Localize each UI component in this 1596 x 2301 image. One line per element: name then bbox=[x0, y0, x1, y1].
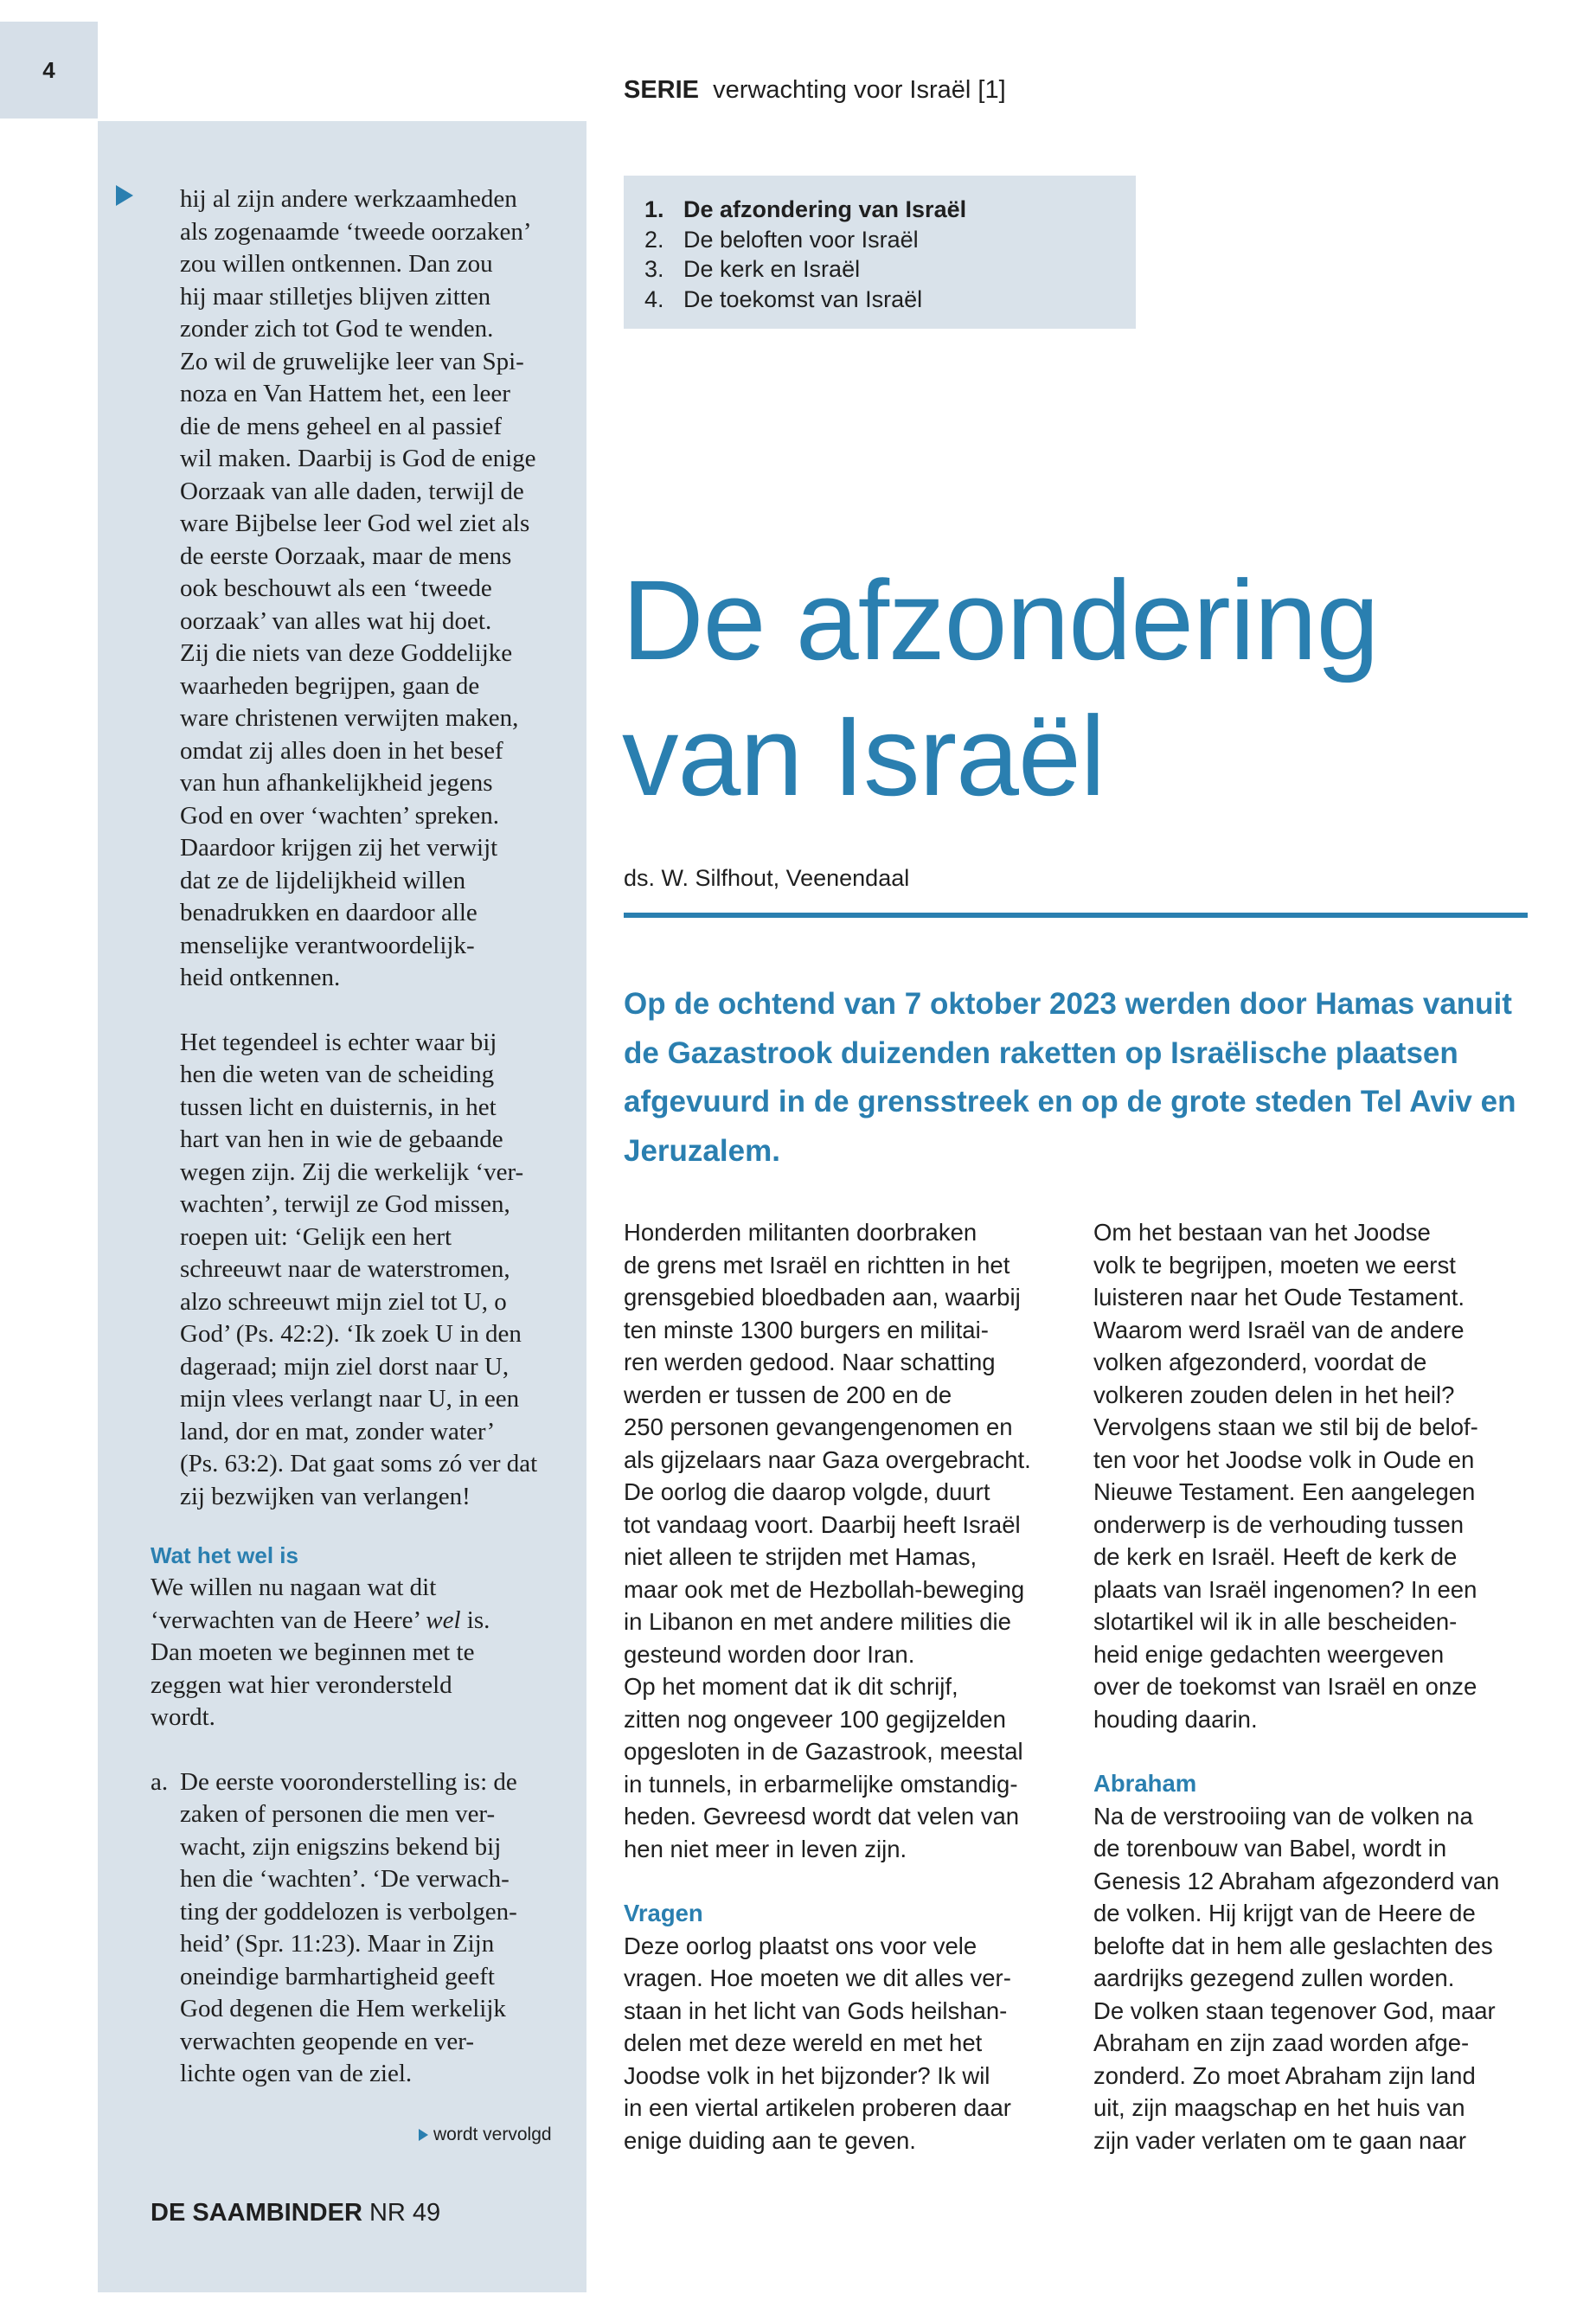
subheading-abraham: Abraham bbox=[1093, 1770, 1197, 1797]
body-paragraph: Honderden militanten doorbraken de grens met Israël en richtten in het grensgebied bloedbaden aan, waarbij ten minste 1300 burgers en militai- ren werden gedood. Naar schatting werden er tussen de 200 en de 250 personen gevangengenomen en als gijzelaars naar Gaza overgebracht. De oorlog die daarop volgde, duurt tot vandaag voort. Daarbij heeft Israël niet alleen te strijden met Hamas, maar ook met de Hezbollah-beweging in Libanon en met andere milities die gesteund worden door Iran. bbox=[624, 1219, 1031, 1668]
play-arrow-icon bbox=[419, 2129, 428, 2141]
subheading-vragen: Vragen bbox=[624, 1900, 703, 1926]
body-paragraph: Om het bestaan van het Joodse volk te begrijpen, moeten we eerst luisteren naar het Oude Testament. Waarom werd Israël van de andere volken afgezonderd, voordat de volkeren zouden delen in het heil? Vervolgens staan we stil bij de belof- ten voor het Joodse volk in Oude en Nieuwe Testament. Een aangelegen onderwerp is de verhouding tussen de kerk en Israël. Heeft de kerk de plaats van Israël ingenomen? In een slotartikel wil ik in alle bescheiden- heid enige gedachten weergeven over de toekomst van Israël en onze houding daarin. bbox=[1093, 1219, 1478, 1733]
series-item: 2. De beloften voor Israël bbox=[644, 226, 919, 253]
article-lead: Op de ochtend van 7 oktober 2023 werden door Hamas vanuit de Gazastrook duizenden raketten op Israëlische plaatsen afgevuurd in de grensstreek en op de grote steden Tel Aviv en Jeruzalem. bbox=[624, 987, 1516, 1168]
body-column-1 bbox=[624, 1216, 1065, 2157]
footer-magazine: DE SAAMBINDER NR 49 bbox=[151, 2199, 441, 2227]
continued-label: wordt vervolgd bbox=[433, 2125, 552, 2144]
page-number: 4 bbox=[0, 22, 98, 119]
continuation-arrow-icon bbox=[116, 185, 133, 206]
title-divider bbox=[624, 913, 1528, 918]
body-paragraph: Deze oorlog plaatst ons voor vele vragen. Hoe moeten we dit alles ver- staan in het licht van Gods heilshan- delen met deze wereld en met het Joodse volk in het bijzonder? Ik wil in een viertal artikelen proberen daar enige duiding aan te geven. bbox=[624, 1932, 1011, 2154]
series-header: SERIE verwachting voor Israël [1] bbox=[624, 76, 1006, 104]
sidebar-paragraph: hij al zijn andere werkzaamheden als zogenaamde ‘tweede oorzaken’ zou willen ontkennen. Dan zou hij maar stilletjes blijven zitten zonder zich tot God te wenden. Zo wil de gruwelijke leer van Spi- noza en Van Hattem het, een leer die de mens geheel en al passief wil maken. Daarbij is God de enige Oorzaak van alle daden, terwijl de ware Bijbelse leer God wel ziet als de eerste Oorzaak, maar de mens ook beschouwt als een ‘tweede oorzaak’ van alles wat hij doet. Zij die niets van deze Goddelijke waarheden begrijpen, gaan de ware christenen verwijten maken, omdat zij alles doen in het besef van hun afhankelijkheid jegens God en over ‘wachten’ spreken. Daardoor krijgen zij het verwijt dat ze de lijdelijkheid willen benadrukken en daardoor alle menselijke verantwoordelijk- heid ontkennen. bbox=[180, 185, 536, 991]
series-item: 3. De kerk en Israël bbox=[644, 256, 861, 282]
sidebar-paragraph: We willen nu nagaan wat dit ‘verwachten van de Heere’ wel is. Dan moeten we beginnen met te zeggen wat hier verondersteld wordt. bbox=[151, 1574, 490, 1731]
series-overview bbox=[624, 176, 1136, 329]
series-item: 4. De toekomst van Israël bbox=[644, 285, 923, 312]
sidebar-list-item bbox=[151, 1766, 578, 2091]
body-column-2 bbox=[1093, 1216, 1535, 2157]
list-marker: a. bbox=[151, 1767, 169, 1796]
sidebar-text-top bbox=[180, 183, 578, 1513]
body-paragraph: Op het moment dat ik dit schrijf, zitten nog ongeveer 100 gegijzelden opgesloten in de Gazastrook, meestal in tunnels, in erbarmelijke omstandig- heden. Gevreesd wordt dat velen van hen niet meer in leven zijn. bbox=[624, 1673, 1023, 1862]
series-item: 1. De afzondering van Israël bbox=[644, 196, 967, 222]
sidebar-text-bottom bbox=[151, 1540, 578, 2091]
body-paragraph: De volken staan tegenover God, maar Abraham en zijn zaad worden afge- zonderd. Zo moet Abraham zijn land uit, zijn maagschap en het huis van zijn vader verlaten om te gaan naar bbox=[1093, 1997, 1496, 2154]
sidebar-heading: Wat het wel is bbox=[151, 1542, 298, 1568]
continued-link[interactable] bbox=[419, 2125, 552, 2145]
list-item-text: De eerste vooronderstelling is: de zaken of personen die men ver- wacht, zijn enigszins bekend bij hen die ‘wachten’. ‘De verwach- ting der goddelozen is verbolgen- heid’ (Spr. 11:23). Maar in Zijn oneindige barmhartigheid geeft God degenen die Hem werkelijk verwachten geopende en ver- lichte ogen van de ziel. bbox=[180, 1767, 517, 2087]
body-paragraph: Na de verstrooiing van de volken na de torenbouw van Babel, wordt in Genesis 12 Abraham afgezonderd van de volken. Hij krijgt van de Heere de belofte dat in hem alle geslachten des aardrijks gezegend zullen worden. bbox=[1093, 1802, 1500, 1991]
article-author: ds. W. Silfhout, Veenendaal bbox=[624, 865, 910, 891]
sidebar-paragraph: Het tegendeel is echter waar bij hen die weten van de scheiding tussen licht en duisternis, in het hart van hen in wie de gebaande wegen zijn. Zij die werkelijk ‘ver- wachten’, terwijl ze God missen, roepen uit: ‘Gelijk een hert schreeuwt naar de waterstromen, alzo schreeuwt mijn ziel tot U, o God’ (Ps. 42:2). ‘Ik zoek U in den dageraad; mijn ziel dorst naar U, mijn vlees verlangt naar U, in een land, dor en mat, zonder water’ (Ps. 63:2). Dat gaat soms zó ver dat zij bezwijken van verlangen! bbox=[180, 1028, 538, 1510]
article-title: De afzondering van Israël bbox=[622, 556, 1379, 819]
